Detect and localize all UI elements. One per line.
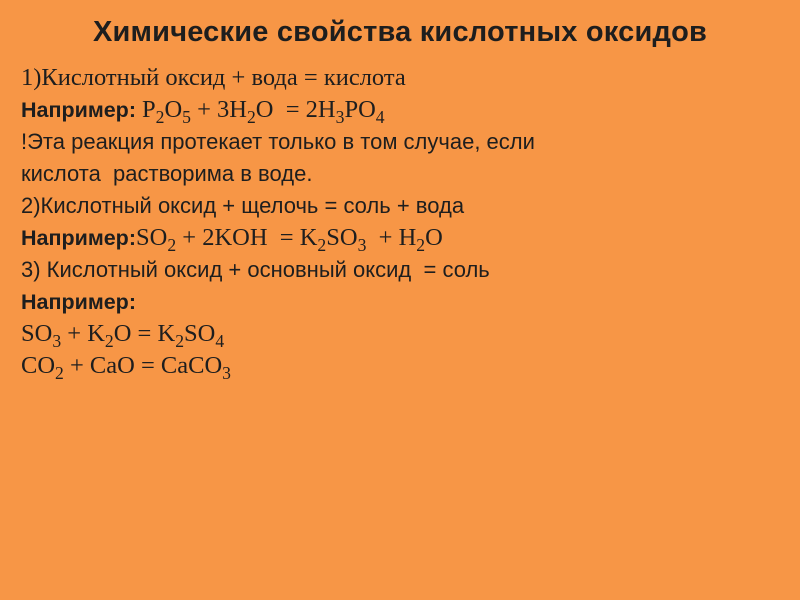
formula-part: CO — [21, 352, 56, 379]
formula-subscript: 2 — [155, 107, 165, 128]
formula-part: O — [164, 96, 183, 123]
reaction-2-text: 2)Кислотный оксид + щелочь = соль + вода — [21, 193, 465, 218]
formula-part: + 2KOH = K — [176, 224, 318, 251]
formula-subscript: 4 — [375, 107, 385, 128]
formula-part: + H — [366, 224, 417, 251]
formula-subscript: 2 — [104, 331, 114, 352]
formula-part: + K — [61, 320, 105, 347]
formula-subscript: 3 — [335, 107, 345, 128]
formula-subscript: 2 — [317, 235, 327, 256]
formula-part: + CaO = CaCO — [63, 352, 223, 379]
formula-subscript: 5 — [182, 107, 191, 128]
formula-part: O — [425, 224, 443, 251]
formula-subscript: 2 — [246, 107, 256, 128]
example-line-3 — [21, 286, 791, 318]
formula-subscript: 3 — [222, 363, 231, 384]
formula-part: SO — [326, 224, 358, 251]
reaction-1-text: 1)Кислотный оксид + вода = кислота — [21, 64, 406, 91]
example-line-2 — [21, 222, 791, 254]
formula-subscript: 2 — [175, 331, 184, 352]
formula-subscript: 3 — [52, 331, 62, 352]
formula-line-1 — [21, 318, 791, 350]
formula-part: SO — [135, 224, 168, 251]
formula-part: O = K — [113, 320, 176, 347]
formula-part: O = 2H — [255, 96, 336, 123]
formula-subscript: 2 — [55, 363, 64, 384]
formula-part: + 3H — [190, 96, 247, 123]
example-label: Например: — [21, 290, 136, 314]
formula-part: P — [141, 96, 156, 123]
example-line-1 — [21, 94, 791, 126]
formula-part: PO — [344, 96, 376, 123]
example-label: Например: — [21, 98, 136, 122]
formula-part: SO — [21, 320, 53, 347]
formula-part: SO — [184, 320, 216, 347]
note-line-1: !Эта реакция протекает только в том случае, если — [21, 129, 535, 154]
slide-title: Химические свойства кислотных оксидов — [92, 16, 708, 48]
formula-subscript: 3 — [357, 235, 367, 256]
formula-subscript: 2 — [416, 235, 426, 256]
example-label: Например: — [21, 226, 136, 250]
note-line-2: кислота растворима в воде. — [21, 161, 313, 186]
reaction-3-text: 3) Кислотный оксид + основный оксид = соль — [21, 257, 490, 282]
slide-body — [21, 62, 791, 382]
formula-line-2 — [21, 350, 791, 382]
formula-subscript: 4 — [215, 331, 225, 352]
formula-subscript: 2 — [167, 235, 177, 256]
